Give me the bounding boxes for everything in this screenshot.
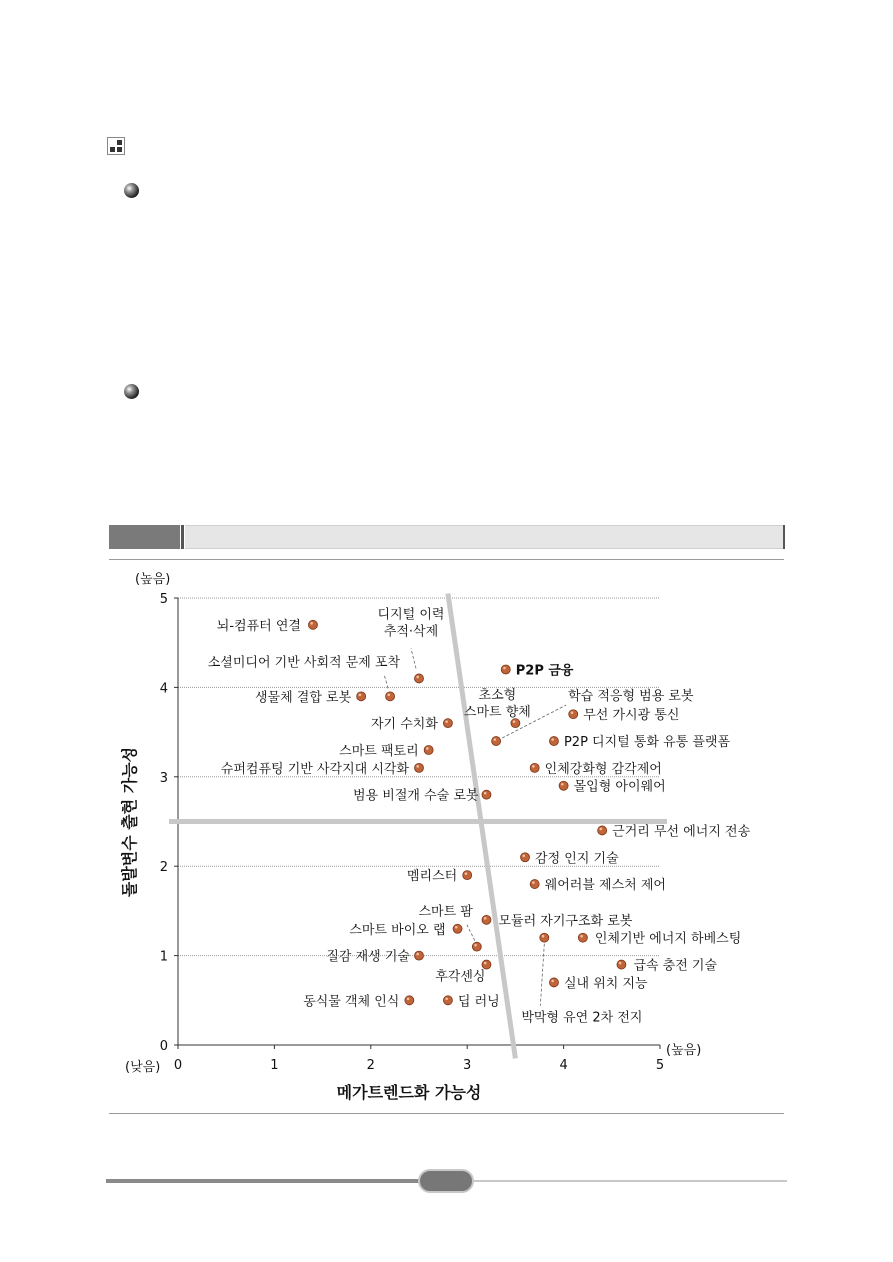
data-point-highlight [416, 953, 419, 956]
data-point [521, 853, 530, 862]
data-label [458, 993, 500, 1009]
y-tick-label: 4 [159, 681, 168, 697]
y-tick-label: 3 [159, 770, 168, 786]
data-label [221, 761, 410, 777]
data-point-highlight [551, 980, 554, 983]
data-point-highlight [445, 720, 448, 723]
data-point [530, 763, 539, 772]
figure-bottom-rule [109, 1113, 784, 1114]
data-point-highlight [532, 765, 535, 768]
data-point [415, 763, 424, 772]
data-label-line: 질감 재생 기술 [326, 949, 410, 965]
low-label: (낮음) [125, 1060, 161, 1075]
x-tick-label: 2 [366, 1058, 375, 1073]
data-label [498, 913, 632, 929]
data-label-line: 스마트 향체 [463, 705, 531, 721]
data-label [339, 743, 418, 759]
data-point [415, 674, 424, 683]
data-point-highlight [310, 622, 313, 625]
data-point-highlight [465, 872, 468, 875]
y-high-label: (높음) [135, 572, 171, 587]
data-label [464, 687, 531, 720]
data-point [540, 933, 549, 942]
data-point-highlight [474, 944, 477, 947]
data-point [424, 745, 433, 754]
data-label-line: 생물체 결합 로봇 [254, 690, 352, 706]
data-point-highlight [359, 694, 362, 697]
data-label [564, 734, 731, 750]
data-label [418, 904, 473, 920]
data-point-highlight [532, 881, 535, 884]
data-label [208, 654, 401, 670]
data-label [633, 958, 717, 974]
data-point [463, 871, 472, 880]
data-label [255, 689, 352, 705]
leader-line [411, 648, 416, 668]
data-label-line: 스마트 팩토리 [339, 743, 419, 759]
data-point-highlight [503, 667, 506, 670]
footer-line-left [106, 1179, 422, 1183]
data-label [583, 707, 679, 723]
data-point-highlight [416, 676, 419, 679]
data-label [349, 922, 445, 938]
bullet-icon [124, 384, 139, 399]
data-point-highlight [416, 765, 419, 768]
leader-line [384, 674, 388, 688]
data-point [617, 960, 626, 969]
data-point [472, 942, 481, 951]
y-tick-label: 1 [159, 949, 168, 965]
data-label [371, 716, 438, 732]
data-label [564, 975, 648, 991]
bullet-icon [124, 183, 139, 198]
scatter-chart [109, 560, 785, 1112]
data-point [530, 880, 539, 889]
data-label-line: 무선 가시광 통신 [583, 708, 680, 724]
data-point-highlight [551, 738, 554, 741]
data-label [595, 931, 741, 947]
x-tick-label: 4 [559, 1058, 568, 1073]
data-label-line: 범용 비절개 수술 로봇 [353, 788, 479, 804]
data-point [415, 951, 424, 960]
page-number-pill [418, 1169, 474, 1193]
data-label [612, 823, 750, 839]
data-label-line: 몰입형 아이웨어 [573, 779, 666, 795]
data-point [357, 692, 366, 701]
data-label-line: 감정 인지 기술 [535, 851, 619, 867]
data-label [545, 877, 666, 893]
data-label-line: 뇌-컴퓨터 연결 [216, 618, 301, 634]
section-icon [107, 137, 125, 155]
data-label-line: 인체기반 에너지 하베스팅 [594, 931, 742, 947]
data-label-line: 급속 충전 기술 [633, 958, 718, 974]
y-tick-label: 5 [159, 592, 168, 607]
data-label-line: 근거리 무선 에너지 전송 [612, 824, 751, 840]
data-point [482, 960, 491, 969]
data-label [535, 850, 619, 866]
data-point [501, 665, 510, 674]
data-label-line: 학습 적응형 범용 로봇 [568, 689, 694, 705]
data-point [549, 737, 558, 746]
data-point-highlight [619, 962, 622, 965]
leader-line [467, 925, 475, 941]
data-label-line: P2P 금융 [515, 663, 574, 679]
data-point-highlight [600, 828, 603, 831]
data-label [326, 949, 410, 965]
data-label-line: 디지털 이력 [377, 607, 445, 623]
y-tick-label: 0 [159, 1039, 168, 1054]
data-point-highlight [426, 747, 429, 750]
data-point-highlight [513, 720, 516, 723]
data-point [308, 620, 317, 629]
data-label-line: 인체강화형 감각제어 [544, 761, 662, 777]
data-label [353, 788, 479, 804]
data-label [303, 993, 399, 1009]
data-label-line: 박막형 유연 2차 전지 [521, 1010, 643, 1026]
data-point-highlight [484, 792, 487, 795]
leader-lines [384, 648, 566, 1005]
data-points [308, 620, 625, 1004]
data-label-line: 추적·삭제 [383, 624, 439, 640]
data-point [453, 924, 462, 933]
data-point-highlight [455, 926, 458, 929]
data-label-line: 소셜미디어 기반 사회적 문제 포착 [207, 655, 401, 671]
data-point [443, 996, 452, 1005]
data-label-line: 슈퍼컴퓨팅 기반 사각지대 시각화 [220, 761, 409, 777]
data-label [217, 618, 301, 634]
data-label-line: 딥 러닝 [457, 994, 500, 1010]
caption-bar-body [185, 525, 783, 549]
data-point-highlight [542, 935, 545, 938]
data-label [407, 868, 457, 884]
data-point-highlight [484, 917, 487, 920]
data-point [492, 737, 501, 746]
data-label-line: 멤리스터 [406, 869, 458, 885]
data-point-highlight [561, 783, 564, 786]
caption-bar-endcap [783, 525, 785, 549]
x-high-label: (높음) [666, 1043, 702, 1058]
x-tick-label: 1 [270, 1058, 279, 1073]
y-axis-title: 돌발변수 출현 가능성 [120, 746, 139, 898]
data-label-line: 스마트 바이오 랩 [349, 922, 446, 938]
data-point [443, 719, 452, 728]
leader-line [540, 944, 544, 1006]
data-label [521, 1010, 642, 1026]
data-label-line: 후각센싱 [435, 969, 486, 985]
y-tick-label: 2 [159, 860, 168, 876]
data-label [435, 969, 485, 985]
data-label [545, 761, 662, 777]
caption-bar-tab [109, 525, 180, 549]
data-label-line: 스마트 팜 [418, 904, 473, 920]
data-point [405, 996, 414, 1005]
data-point-highlight [407, 998, 410, 1001]
data-point-highlight [484, 962, 487, 965]
data-point [482, 790, 491, 799]
data-label [574, 779, 666, 795]
x-tick-label: 5 [655, 1058, 665, 1073]
x-axis-title: 메가트렌드화 가능성 [336, 1083, 482, 1102]
data-point [578, 933, 587, 942]
data-point [559, 781, 568, 790]
data-label-line: 초소형 [478, 688, 517, 704]
data-point [386, 692, 395, 701]
data-point [569, 710, 578, 719]
data-label-line: 자기 수치화 [370, 717, 438, 733]
vertical-divider [448, 594, 515, 1059]
figure-caption-bar [109, 525, 785, 549]
footer-line-right [470, 1180, 787, 1182]
data-point-highlight [494, 738, 497, 741]
data-label [378, 606, 445, 639]
data-point-highlight [580, 935, 583, 938]
data-point-highlight [445, 998, 448, 1001]
x-tick-label: 0 [173, 1058, 183, 1073]
data-point [482, 915, 491, 924]
x-tick-label: 3 [463, 1058, 472, 1073]
data-label-line: 모듈러 자기구조화 로봇 [498, 913, 633, 929]
data-point [598, 826, 607, 835]
data-label-line: 웨어러블 제스처 제어 [544, 878, 666, 894]
data-label [516, 664, 574, 679]
data-label-line: 실내 위치 지능 [563, 976, 648, 992]
data-point [549, 978, 558, 987]
data-label [568, 688, 694, 704]
data-point-highlight [522, 854, 525, 857]
caption-bar-separator [181, 525, 184, 549]
data-point-highlight [387, 694, 390, 697]
data-label-line: 동식물 객체 인식 [303, 994, 400, 1010]
data-point-highlight [571, 711, 574, 714]
data-label-line: P2P 디지털 통화 유통 플랫폼 [563, 735, 731, 751]
